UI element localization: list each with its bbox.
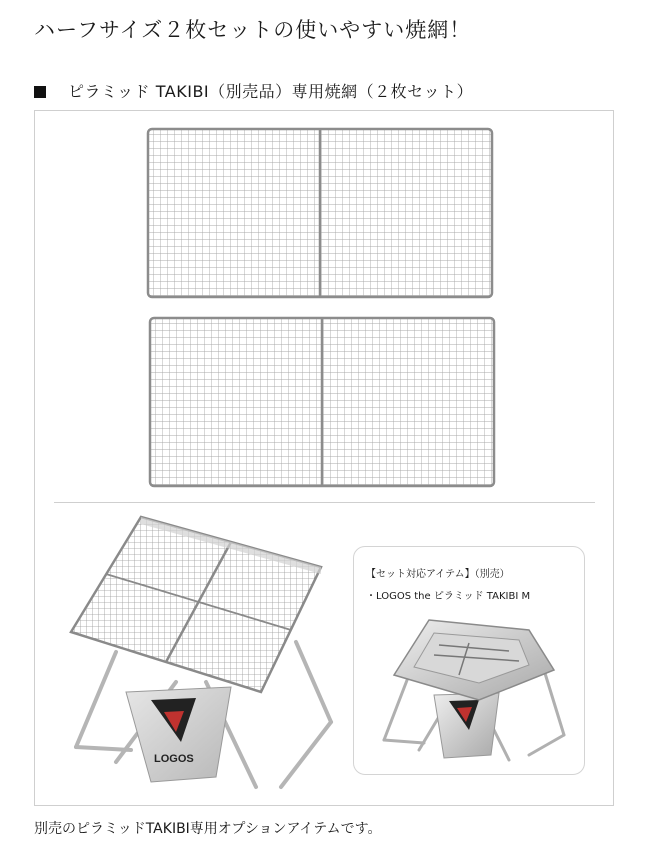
grill-net-bottom [148, 316, 496, 488]
black-square-icon [34, 86, 46, 98]
compatible-item-callout [353, 546, 585, 775]
divider [54, 502, 595, 503]
section-title-text: ピラミッド TAKIBI（別売品）専用焼網（２枚セット） [68, 82, 474, 101]
callout-item: ・LOGOS the ピラミッド TAKIBI M [366, 591, 531, 602]
firepit-with-grill-image [56, 512, 346, 797]
callout-title: 【セット対応アイテム】（別売） [366, 569, 510, 580]
section-title [34, 79, 473, 102]
grill-net-top [146, 127, 494, 299]
firepit-m-image [379, 615, 569, 770]
logos-logo: LOGOS [154, 753, 194, 765]
headline: ハーフサイズ２枚セットの使いやすい焼網！ [34, 18, 472, 42]
footer-caption: 別売のピラミッドTAKIBI専用オプションアイテムです。 [34, 821, 382, 837]
